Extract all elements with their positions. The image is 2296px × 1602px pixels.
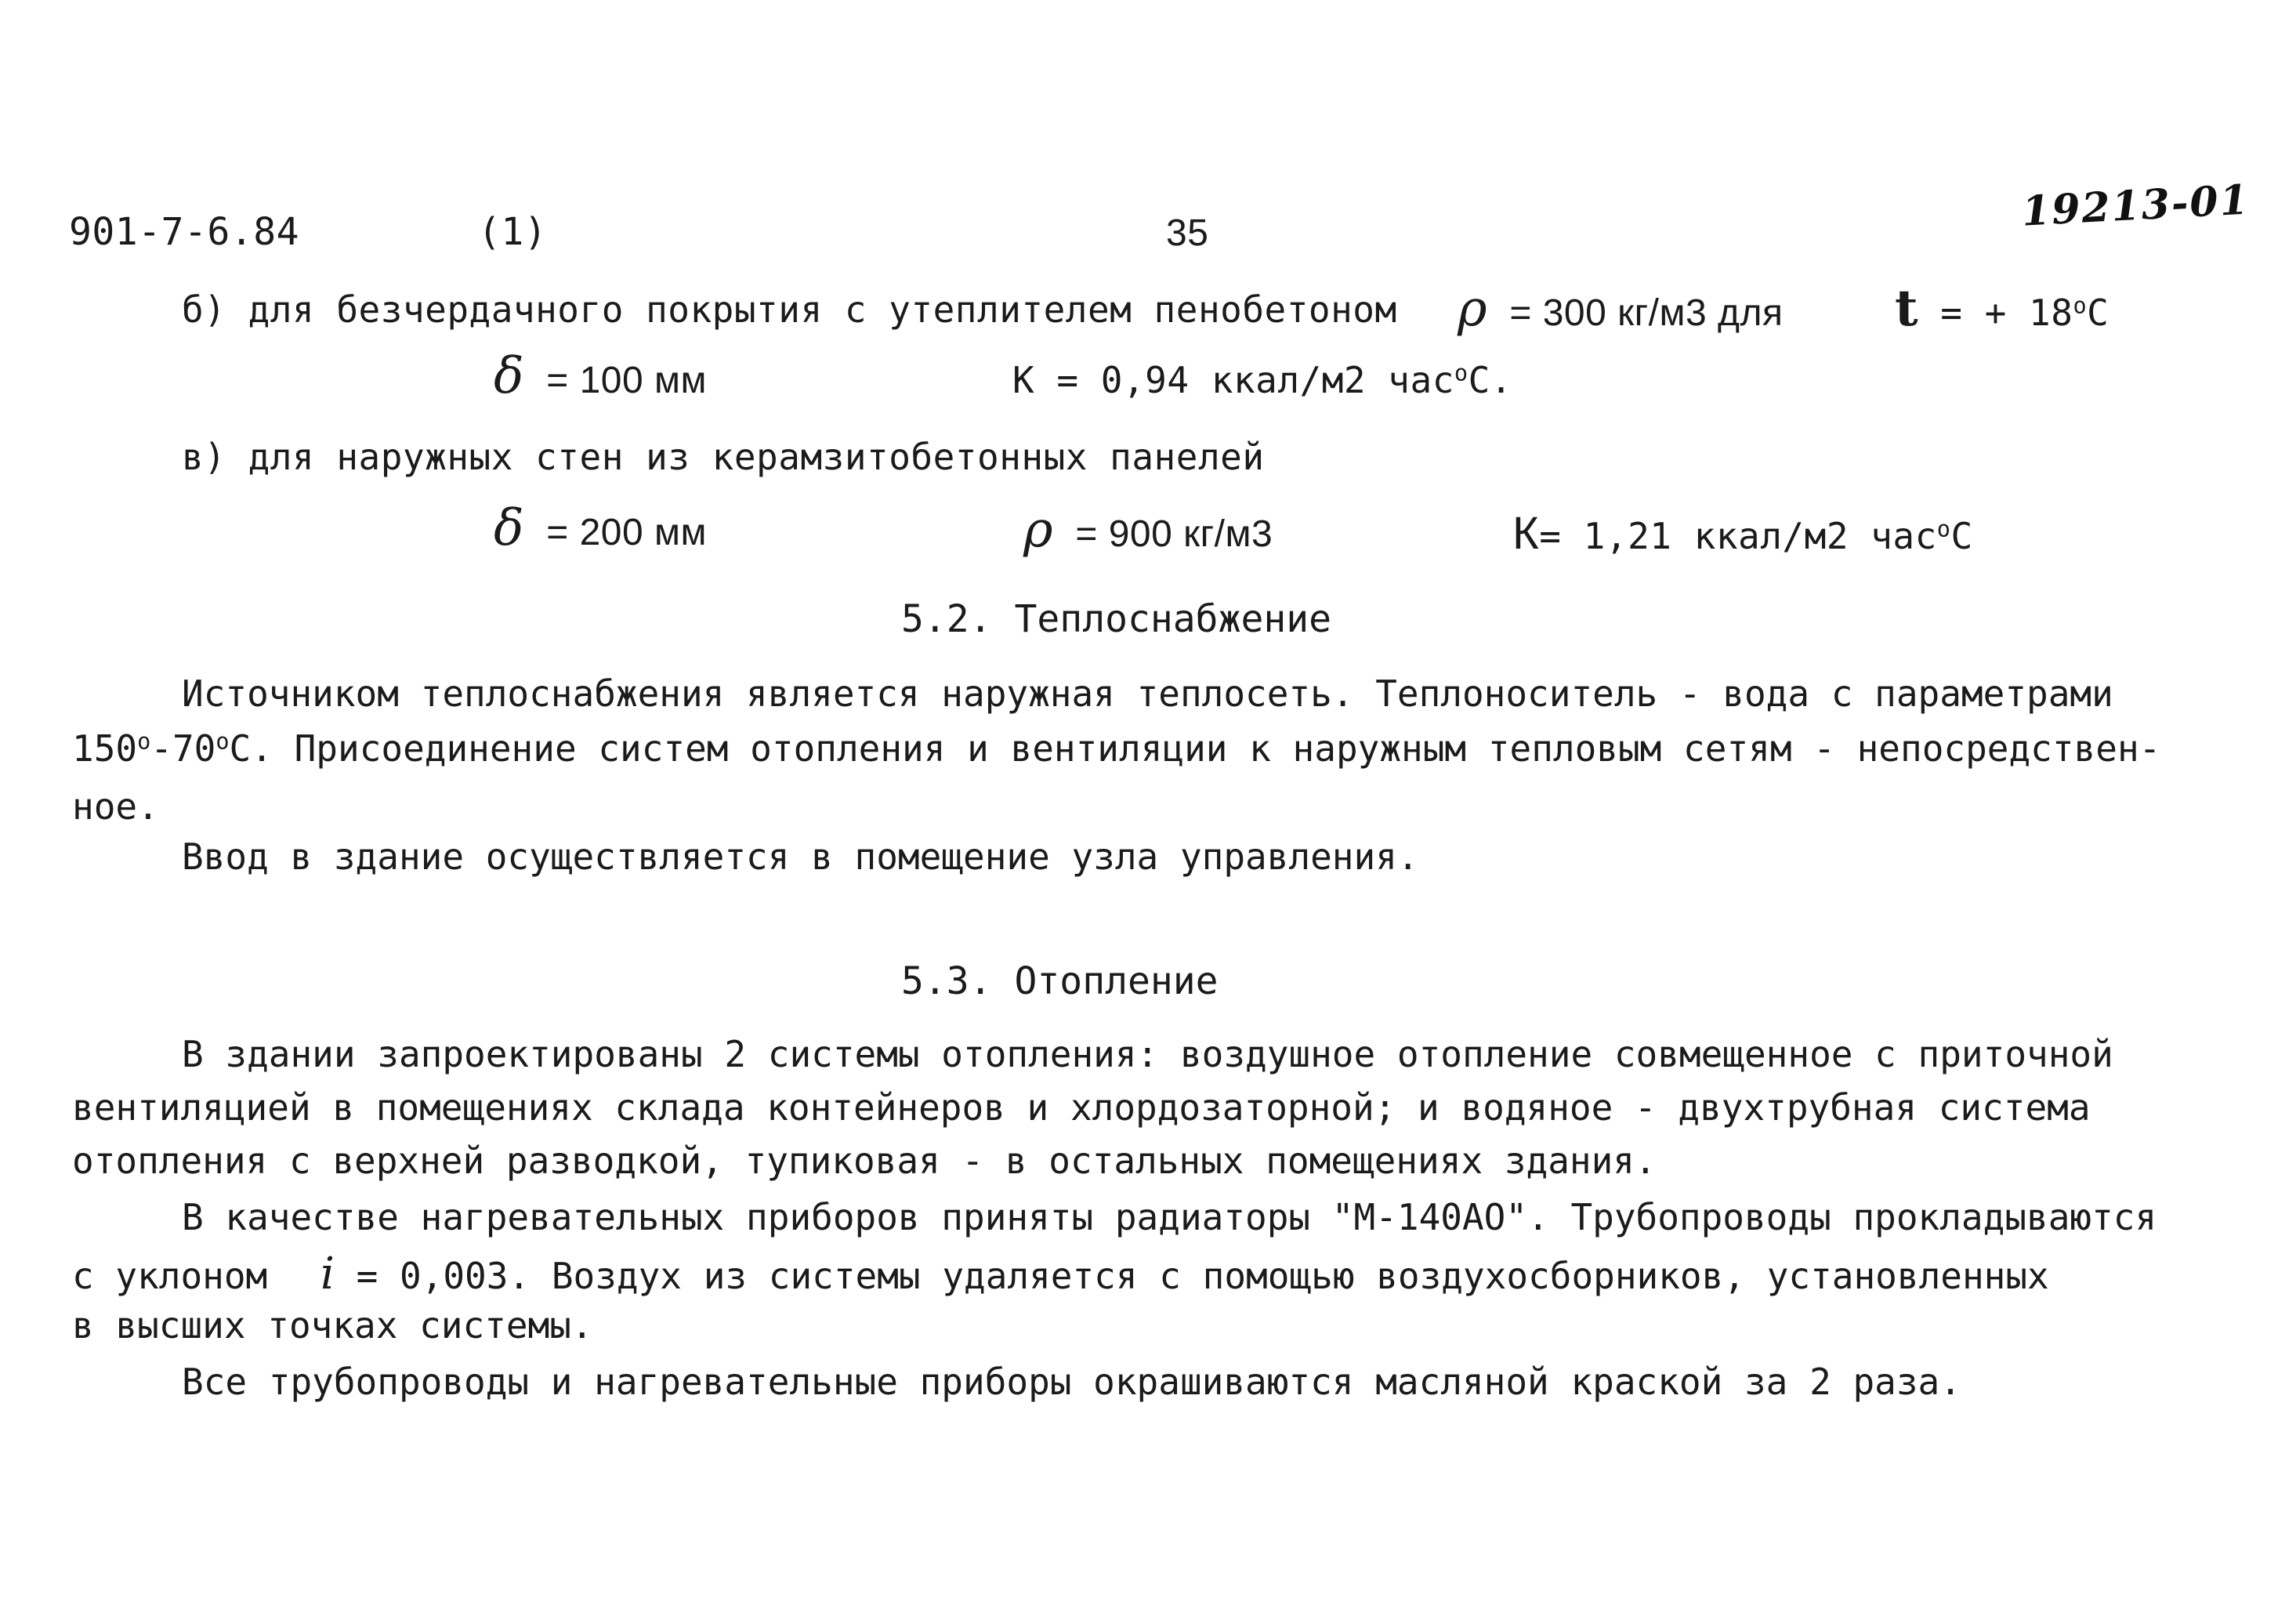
degree-mark: о: [1454, 360, 1468, 386]
inventory-number: 19213-01: [2020, 176, 2251, 236]
sheet-mark: (1): [478, 210, 548, 254]
section-53-p1-line1: В здании запроектированы 2 системы отопления: воздушное отопление совмещенное с приточной: [182, 1033, 2113, 1075]
section-53-p1-line3: отопления с верхней разводкой, тупиковая - в остальных помещениях здания.: [72, 1140, 1657, 1182]
delta-symbol: δ: [494, 499, 525, 557]
temp-return: -70: [150, 727, 216, 770]
delta-value: = 100 мм: [546, 360, 708, 401]
k-value: = 1,21 ккал/м2 час: [1539, 515, 1937, 557]
insulation-v-delta: [494, 499, 708, 557]
degree-mark: о: [215, 728, 230, 755]
section-52-p2: Ввод в здание осуществляется в помещение узла управления.: [182, 835, 1419, 878]
degree-mark: о: [137, 728, 151, 755]
section-53-heading: 5.3. Отопление: [901, 959, 1219, 1003]
k-symbol: К: [1512, 508, 1540, 559]
section-52-p1-line1: Источником теплоснабжения является наружная теплосеть. Теплоноситель - вода с параметрами: [182, 672, 2113, 715]
section-52-p1-line2: [72, 727, 2161, 770]
slope-label: с уклоном: [72, 1255, 268, 1297]
rho-symbol: ρ: [1458, 280, 1488, 338]
t-symbol: t: [1895, 279, 1919, 338]
rho-value: = 300 кг/м3 для: [1509, 292, 1784, 334]
degree-mark: о: [1936, 516, 1951, 542]
temp-supply: 150: [72, 727, 138, 770]
section-53-p1-line2: вентиляцией в помещениях склада контейнеров и хлордозаторной; и водяное - двухтрубная система: [72, 1086, 2091, 1129]
section-53-p3: Все трубопроводы и нагревательные приборы окрашиваются масляной краской за 2 раза.: [182, 1361, 1961, 1403]
t-unit: C: [2087, 292, 2109, 334]
k-unit: С: [1950, 515, 1973, 557]
insulation-b-temperature: [1895, 279, 2109, 338]
section-53-p2-line3: в высших точках системы.: [72, 1304, 593, 1346]
connection-text: С. Присоединение систем отопления и вентиляции к наружным тепловым сетям - непосредствен-: [229, 727, 2161, 770]
section-52-p1-line3: ное.: [72, 785, 159, 828]
page-number: 35: [1166, 212, 1209, 254]
section-53-p2-line2: [72, 1249, 2049, 1299]
delta-value: = 200 мм: [546, 512, 708, 553]
section-52-heading: 5.2. Теплоснабжение: [901, 597, 1332, 641]
insulation-b-intro: б) для безчердачного покрытия с утеплителем пенобетоном: [182, 288, 1397, 331]
slope-symbol: i: [320, 1249, 335, 1299]
insulation-v-intro: в) для наружных стен из керамзитобетонных панелей: [182, 436, 1265, 478]
delta-symbol: δ: [494, 347, 525, 405]
rho-symbol: ρ: [1023, 501, 1054, 559]
section-53-p2-line1: В качестве нагревательных приборов приняты радиаторы "М-140АО". Трубопроводы прокладываются: [182, 1196, 2157, 1238]
k-value: К = 0,94 ккал/м2 час: [1012, 359, 1454, 401]
insulation-b-k: [1012, 359, 1512, 401]
insulation-b-delta: [494, 347, 708, 405]
insulation-v-k: [1512, 508, 1973, 559]
k-unit: С.: [1468, 359, 1512, 401]
rho-value: = 900 кг/м3: [1075, 513, 1273, 555]
t-value: = + 18: [1940, 292, 2073, 334]
doc-code: 901-7-6.84: [69, 210, 299, 254]
insulation-b-rho: [1458, 280, 1784, 338]
insulation-v-rho: [1023, 501, 1273, 559]
degree-mark: о: [2073, 292, 2088, 319]
slope-text: = 0,003. Воздух из системы удаляется с помощью воздухосборников, установленных: [356, 1255, 2049, 1297]
